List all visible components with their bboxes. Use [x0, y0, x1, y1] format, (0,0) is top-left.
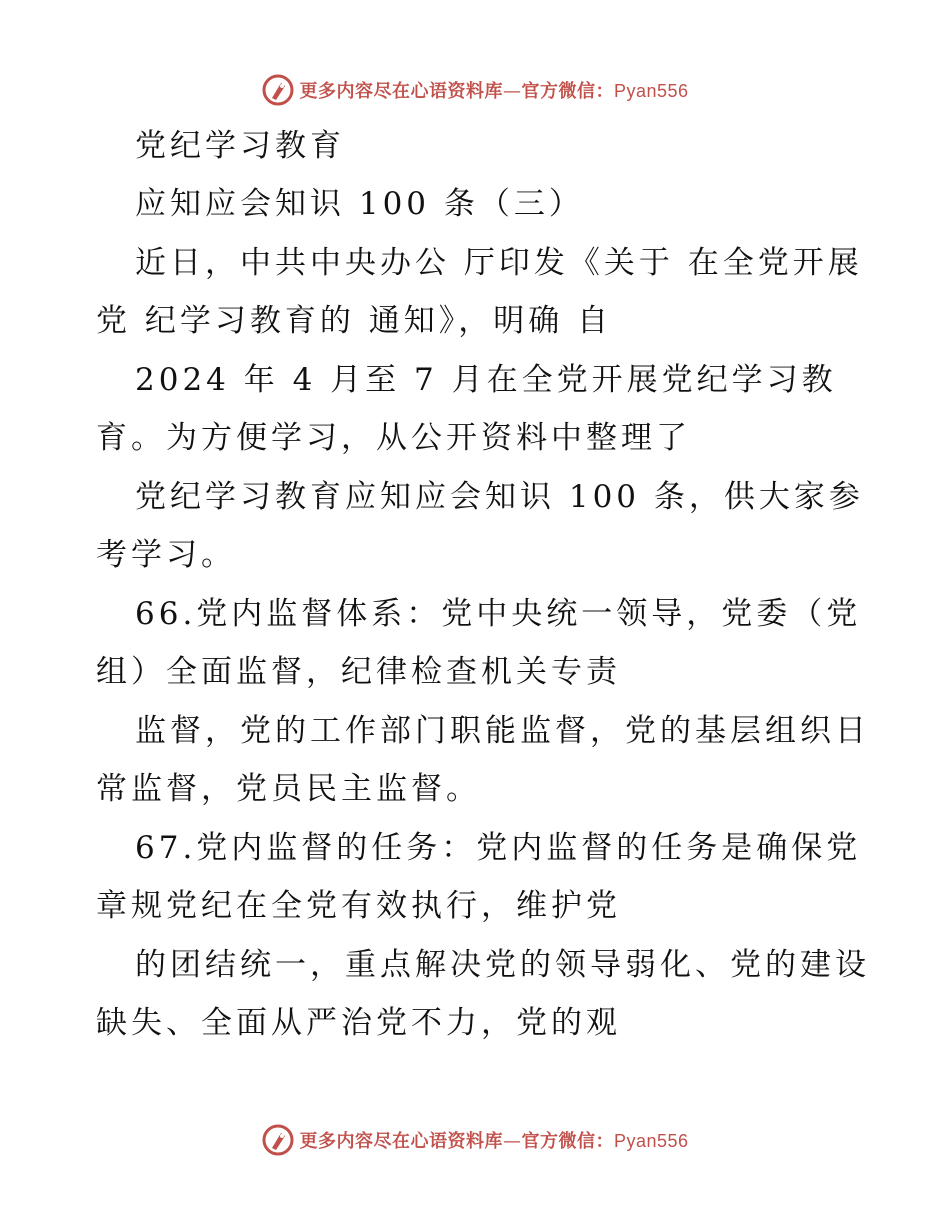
- watermark-wechat-label: 官方微信：: [521, 1131, 614, 1152]
- watermark-wechat-label: 官方微信：: [521, 81, 614, 102]
- document-subtitle: 应知应会知识 100 条（三）: [135, 186, 584, 222]
- paragraph-line: 考学习。: [96, 537, 236, 573]
- pen-nib-circle-icon: [261, 1123, 295, 1157]
- item-66-line: 监督，党的工作部门职能监督，党的基层组织日: [135, 713, 870, 749]
- paragraph-line: 党纪学习教育应知应会知识 100 条，供大家参: [135, 479, 864, 515]
- watermark-footer: [0, 1120, 950, 1160]
- paragraph-line: 育。为方便学习，从公开资料中整理了: [96, 420, 691, 456]
- watermark-separator: —: [502, 81, 522, 102]
- watermark-site-text: 更多内容尽在心语资料库: [299, 1131, 503, 1152]
- item-66-line: 常监督，党员民主监督。: [96, 771, 481, 807]
- item-67-line: 章规党纪在全党有效执行，维护党: [96, 888, 621, 924]
- watermark-wechat-id: Pyan556: [613, 81, 689, 101]
- item-67-line: 缺失、全面从严治党不力，党的观: [96, 1005, 621, 1041]
- item-66-line: 66.党内监督体系：党中央统一领导，党委（党: [135, 596, 862, 632]
- paragraph-line: 近日，中共中央办公 厅印发《关于 在全党开展: [135, 245, 863, 281]
- watermark-separator: —: [502, 1131, 522, 1152]
- watermark-text: [299, 1127, 688, 1153]
- paragraph-line: 党 纪学习教育的 通知》，明确 自: [96, 303, 613, 339]
- paragraph-line: 2024 年 4 月至 7 月在全党开展党纪学习教: [135, 362, 837, 398]
- watermark-header: [0, 70, 950, 110]
- item-66-line: 组）全面监督，纪律检查机关专责: [96, 654, 621, 690]
- watermark-wechat-id: Pyan556: [613, 1131, 689, 1151]
- watermark-text: [299, 77, 688, 103]
- pen-nib-circle-icon: [261, 73, 295, 107]
- watermark-site-text: 更多内容尽在心语资料库: [299, 81, 503, 102]
- item-67-line: 的团结统一，重点解决党的领导弱化、党的建设: [135, 947, 870, 983]
- document-title: 党纪学习教育: [135, 128, 345, 164]
- item-67-line: 67.党内监督的任务：党内监督的任务是确保党: [135, 830, 862, 866]
